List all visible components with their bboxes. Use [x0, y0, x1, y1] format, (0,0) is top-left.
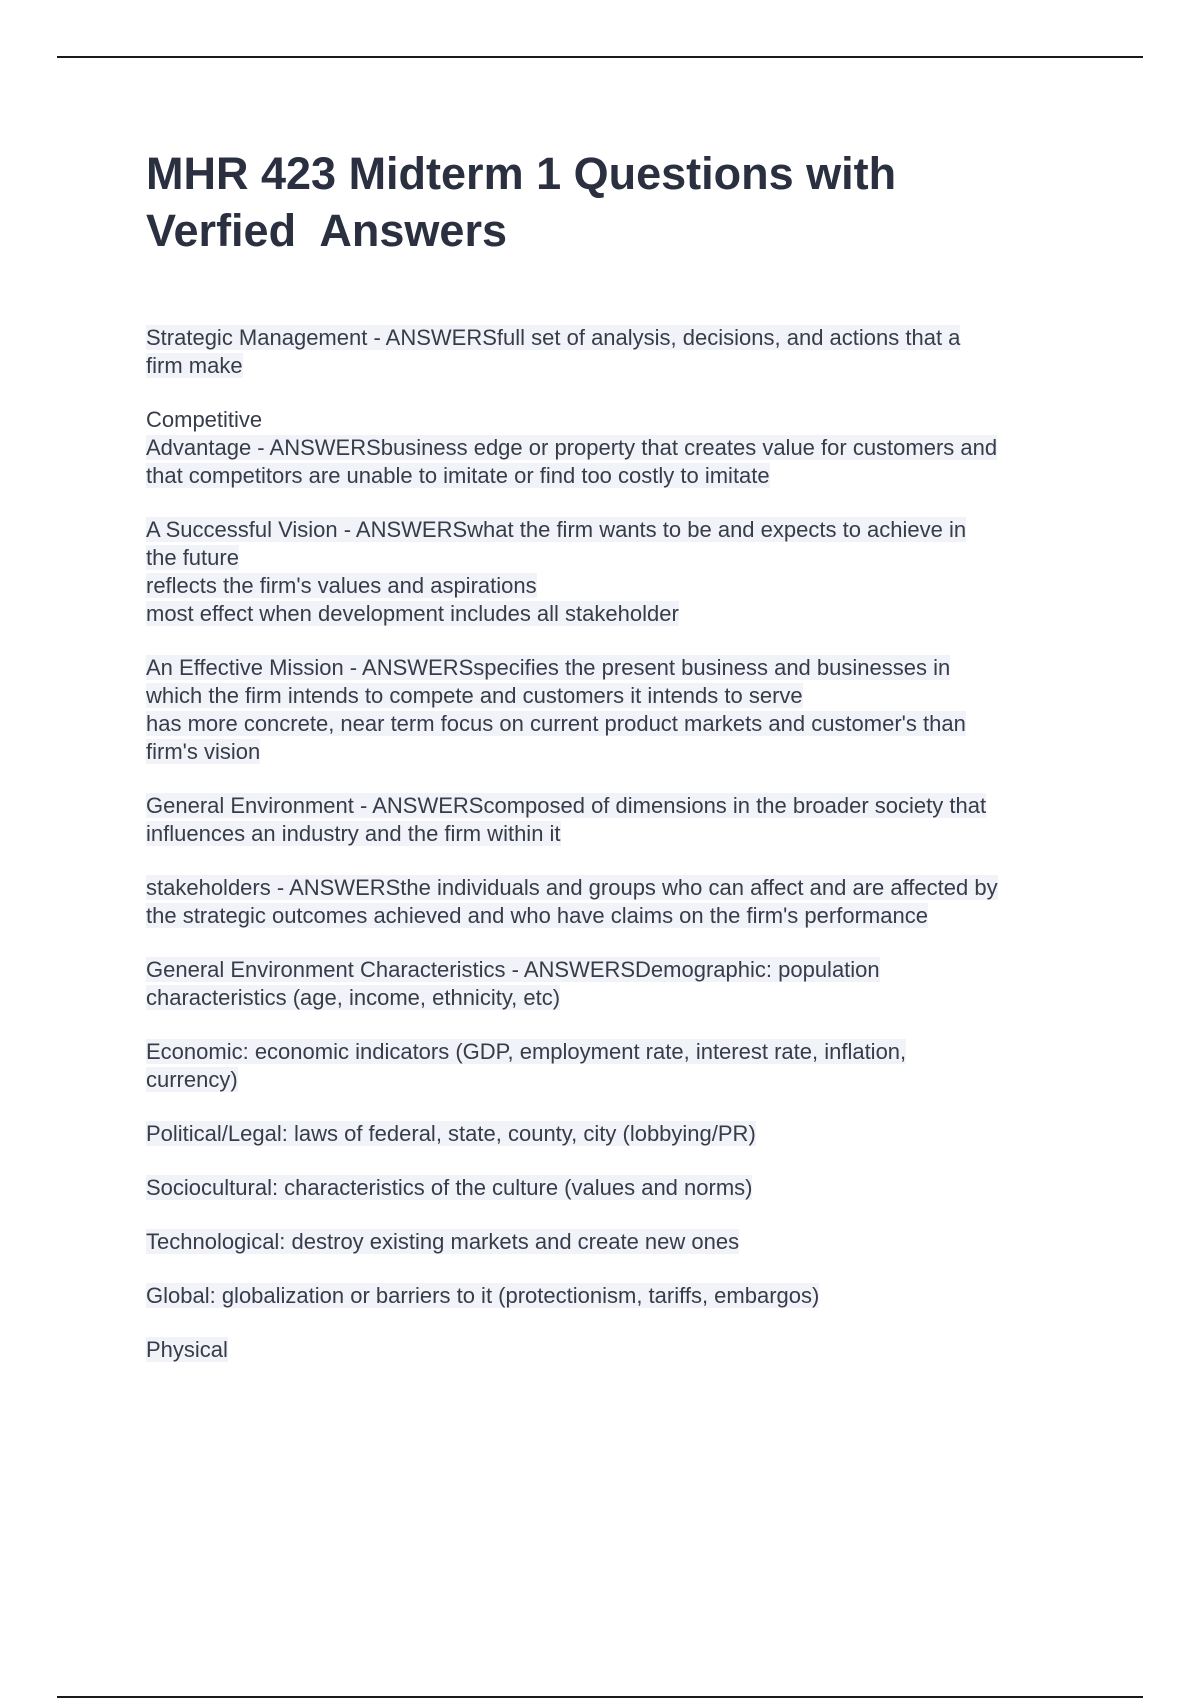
document-title: MHR 423 Midterm 1 Questions with Verfied Answers: [146, 148, 897, 256]
entry-line: characteristics (age, income, ethnicity, etc): [146, 985, 561, 1010]
entry-line: which the firm intends to compete and customers it intends to serve: [146, 683, 803, 708]
entry-line: firm make: [146, 353, 243, 378]
entry-line: Global: globalization or barriers to it (protectionism, tariffs, embargos): [146, 1283, 820, 1308]
entry-physical: [146, 1336, 1091, 1364]
entry-line: Political/Legal: laws of federal, state, county, city (lobbying/PR): [146, 1121, 756, 1146]
entry-line: Sociocultural: characteristics of the culture (values and norms): [146, 1175, 753, 1200]
entry-global: [146, 1282, 1091, 1310]
entry-line: Economic: economic indicators (GDP, employment rate, interest rate, inflation,: [146, 1039, 907, 1064]
entry-general-environment: [146, 792, 1091, 848]
entry-effective-mission: [146, 654, 1091, 766]
entry-line: currency): [146, 1067, 238, 1092]
entry-line: General Environment Characteristics - ANSWERSDemographic: population: [146, 957, 880, 982]
entry-line: Advantage - ANSWERSbusiness edge or property that creates value for customers and: [146, 435, 998, 460]
bottom-rule: [57, 1696, 1143, 1698]
entry-line: An Effective Mission - ANSWERSspecifies the present business and businesses in: [146, 655, 951, 680]
entry-line: reflects the firm's values and aspirations: [146, 573, 537, 598]
entry-line: A Successful Vision - ANSWERSwhat the firm wants to be and expects to achieve in: [146, 517, 967, 542]
entry-technological: [146, 1228, 1091, 1256]
entry-line: Competitive: [146, 407, 263, 432]
entry-line: Technological: destroy existing markets and create new ones: [146, 1229, 740, 1254]
top-rule: [57, 56, 1143, 58]
entry-line: firm's vision: [146, 739, 261, 764]
entry-line: the future: [146, 545, 239, 570]
document-body: [146, 145, 1091, 1390]
entry-line: Strategic Management - ANSWERSfull set of analysis, decisions, and actions that a: [146, 325, 961, 350]
entry-line: General Environment - ANSWERScomposed of dimensions in the broader society that: [146, 793, 987, 818]
entry-stakeholders: [146, 874, 1091, 930]
entry-political-legal: [146, 1120, 1091, 1148]
entry-line: Physical: [146, 1337, 228, 1362]
entry-sociocultural: [146, 1174, 1091, 1202]
entry-economic: [146, 1038, 1091, 1094]
entry-line: influences an industry and the firm within it: [146, 821, 561, 846]
entry-successful-vision: [146, 516, 1091, 628]
entry-competitive-advantage: [146, 406, 1091, 490]
entry-line: most effect when development includes all stakeholder: [146, 601, 679, 626]
entry-general-environment-characteristics: [146, 956, 1091, 1012]
entry-strategic-management: [146, 324, 1091, 380]
entry-line: has more concrete, near term focus on current product markets and customer's than: [146, 711, 966, 736]
entry-line: the strategic outcomes achieved and who have claims on the firm's performance: [146, 903, 928, 928]
entry-line: stakeholders - ANSWERSthe individuals and groups who can affect and are affected by: [146, 875, 998, 900]
entry-line: that competitors are unable to imitate or find too costly to imitate: [146, 463, 770, 488]
